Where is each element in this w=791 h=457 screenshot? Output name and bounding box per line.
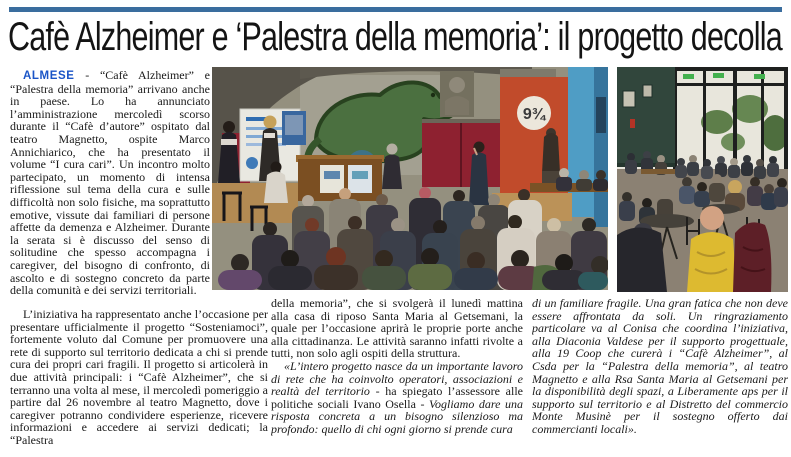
platform-sign-label: 9¾ — [522, 106, 546, 123]
masthead-rule — [9, 7, 782, 12]
secondary-photo-illustration — [617, 67, 788, 292]
paragraph-2-continuation: della memoria”, che si svolgerà il lunedì mattina alla casa di riposo Santa Maria al Getsemani, la quale per l’occasione aprirà le proprie porte anche alla cittadinanza. Le attività saranno infatti rivolte a tutti, non solo agli ospiti della struttura. — [271, 297, 523, 361]
headline: Cafè Alzheimer e ‘Palestra della memoria’: il progetto decolla — [8, 15, 782, 59]
platform-sign — [517, 96, 551, 130]
maroon-jacket — [733, 222, 771, 292]
bald-man-head — [700, 206, 724, 230]
main-photo — [212, 67, 608, 290]
paragraph-2: L’iniziativa ha rappresentato anche l’occasione per presentare ufficialmente il progetto “Sosteniamoci”, fortemente voluto dal Comune per promuovere una rete di supporto sul territorio dedicata a chi si prende cura dei propri cari fragili. Il progetto si articolerà in due attività principali: i “Cafè Alzheimer”, che si terranno una volta al mese, il mercoledì pomeriggio a partire dal 26 novembre al teatro Magnetto, dove i caregiver potranno condividere esperienze, ricevere informazioni e accedere ai servizi dedicati; la “Palestra — [10, 308, 268, 447]
lead-paragraph — [10, 69, 210, 297]
fire-extinguisher — [630, 119, 635, 128]
quote-mid: Vogliamo dare una risposta concreta a un bisogno silenzioso ma profondo: quello di chi ogni giorno si prende cura — [271, 396, 523, 436]
quote-attribution: - ha spiegato l’assessore alle politiche sociali Ivano Osella - — [271, 384, 523, 411]
quote-end: di un familiare fragile. Una gran fatica che non deve essere affrontata da soli. Un ringraziamento particolare va al Conisa che coordina l’iniziativa, alla Diaconia Valdese per il supporto progettuale, alla 19 Coop che curerà i “Cafè Alzheimer”, al Csda per la “Palestra della memoria”, al teatro Magnetto e alla Rsa Santa Maria al Getsemani per la disponibilità degli spazi, a Liberamente aps per il supporto sul territorio e al Distretto del commercio Monte Musinè per il sostegno offerto dai commercianti locali». — [532, 297, 788, 436]
quote-open: «L’intero progetto nasce da un importante lavoro di rete che ha coinvolto operatori, associazioni e realtà del territorio — [271, 358, 523, 399]
dateline: ALMESE — [23, 70, 75, 82]
quote-paragraph — [271, 360, 523, 436]
bust-niche — [440, 71, 474, 117]
yellow-sweater — [687, 232, 737, 292]
article-column-3 — [532, 297, 788, 449]
article-column-1-bottom — [10, 308, 268, 452]
main-photo-illustration — [212, 67, 608, 290]
event-poster — [282, 111, 306, 145]
lead-paragraph-text: - “Cafè Alzheimer” e “Palestra della memoria” arrivano anche in paese. Lo ha annunciato l’amministrazione mercoledì scorso durante il “Cafè d’autore” ospitato dal teatro Magnetto, ospite Marco Annichiarico, che ha presentato il volume “I cura cari”. Un incontro molto partecipato, un momento di intensa riflessione sul tema della cura e sulle difficoltà non solo fisiche, ma soprattutto emotive, vissute dai familiari di persone affette da demenza e Alzheimer. Durante la serata si è discusso del senso di solitudine che spesso accompagna i caregiver, del bisogno di confronto, di ascolto e di sostegno concreto da parte della comunità e dei servizi territoriali. — [10, 69, 210, 298]
article-column-2 — [271, 297, 523, 449]
article-column-1-top — [10, 69, 210, 309]
secondary-photo — [617, 67, 788, 292]
